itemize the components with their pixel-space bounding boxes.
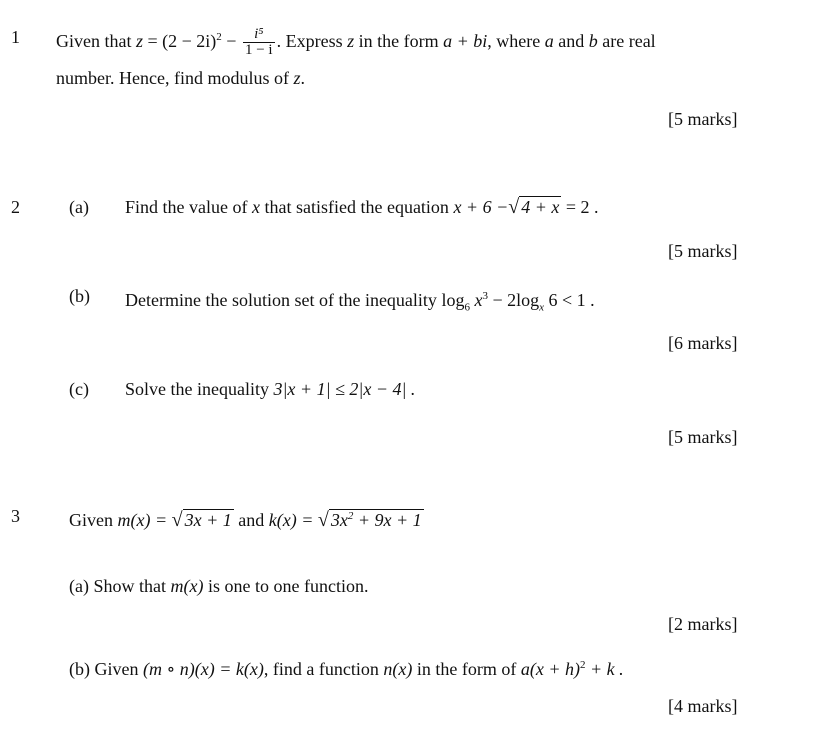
q1-frac-den: 1 − i xyxy=(244,42,273,59)
q3-and: and xyxy=(238,510,265,530)
q2b-mid: − 2log xyxy=(487,290,540,310)
q2a-label: (a) xyxy=(69,197,89,217)
sqrt-icon: √ xyxy=(508,196,520,218)
question-3-number: 3 xyxy=(11,506,20,526)
q1-line2-end: . xyxy=(300,68,305,88)
q2b-marks: [6 marks] xyxy=(668,333,738,353)
q3b-mid-2: in the form of xyxy=(416,659,517,679)
q1-var-b: b xyxy=(588,31,598,51)
q1-form-abi: a + bi xyxy=(443,31,488,51)
question-1-line-2 xyxy=(56,67,305,89)
q2c-label: (c) xyxy=(69,379,89,399)
q3b-math: (m ∘ n)(x) = k(x) xyxy=(142,659,264,679)
question-2-number: 2 xyxy=(11,197,20,217)
q2a-sqrt xyxy=(508,196,561,218)
q2b-x-exp: 3 xyxy=(482,290,488,302)
sqrt-icon: √ xyxy=(171,509,183,531)
q3b-mid: , find a function xyxy=(263,659,379,679)
q3-k-lhs: k(x) = xyxy=(268,510,314,530)
q2b-lead: Determine the solution set of the inequality xyxy=(125,290,437,310)
q2a-eq-lead: x + 6 − xyxy=(453,197,509,217)
q3-k-sqrt-arg xyxy=(329,509,424,530)
q2b-text xyxy=(125,285,595,319)
q3-m-sqrt-arg: 3x + 1 xyxy=(184,510,232,530)
q1-expr: = (2 − 2i) xyxy=(143,31,217,51)
q2c-lead: Solve the inequality xyxy=(125,379,269,399)
q1-var-z: z xyxy=(135,31,143,51)
q1-frac-num: i⁵ xyxy=(243,27,275,43)
q1-line2-text: number. Hence, find modulus of xyxy=(56,68,289,88)
sqrt-icon: √ xyxy=(317,509,329,531)
question-1-number: 1 xyxy=(11,27,20,47)
q3a-text xyxy=(69,575,368,597)
q3-lead: Given xyxy=(69,510,113,530)
q3b-form-tail: + k . xyxy=(585,659,624,679)
q3-k-sqrt-term: 3x xyxy=(330,510,348,530)
q3a-math: m(x) xyxy=(170,576,204,596)
q1-marks: [5 marks] xyxy=(668,109,738,129)
q2c-ineq: 3|x + 1| ≤ 2|x − 4| . xyxy=(273,379,416,399)
q2a-eq-tail: = 2 . xyxy=(561,197,599,217)
q1-fraction xyxy=(243,27,275,58)
q2b-var-x: x xyxy=(474,290,483,310)
q2b-tail: 6 < 1 . xyxy=(544,290,595,310)
q2c-marks: [5 marks] xyxy=(668,427,738,447)
q3-k-sqrt-tail: + 9x + 1 xyxy=(353,510,422,530)
q2a-lead: Find the value of xyxy=(125,197,248,217)
q2b-log2-base: x xyxy=(539,301,544,314)
q3b-text xyxy=(69,654,624,680)
question-1-line-1 xyxy=(56,26,656,58)
q3b-form-exp: 2 xyxy=(579,659,586,671)
q1-var-z-3: z xyxy=(293,68,301,88)
q2a-sqrt-arg: 4 + x xyxy=(521,197,560,217)
q3-k-sqrt-exp: 2 xyxy=(347,510,354,522)
q1-minus: − xyxy=(221,31,241,51)
q1-where: , where xyxy=(487,31,541,51)
q1-mid-text: . Express xyxy=(276,31,343,51)
q2a-text xyxy=(125,196,599,218)
q3-m-sqrt xyxy=(172,509,234,531)
q2a-marks: [5 marks] xyxy=(668,241,738,261)
q2b-log1-base: 6 xyxy=(464,301,470,314)
q1-exp-2: 2 xyxy=(216,31,222,43)
q3b-math-2: n(x) xyxy=(383,659,413,679)
q3-m-lhs: m(x) = xyxy=(117,510,168,530)
q3a-marks: [2 marks] xyxy=(668,614,738,634)
q1-end: are real xyxy=(602,31,656,51)
q2c-text xyxy=(125,378,415,400)
q3b-form: a(x + h) xyxy=(520,659,580,679)
q3a-lead: (a) Show that xyxy=(69,576,166,596)
q1-mid-text-2: in the form xyxy=(358,31,439,51)
q2a-lead-2: that satisfied the equation xyxy=(264,197,449,217)
q3b-lead: (b) Given xyxy=(69,659,139,679)
q1-and: and xyxy=(558,31,585,51)
q1-var-a: a xyxy=(544,31,554,51)
q3a-tail: is one to one function. xyxy=(207,576,369,596)
q2a-var-x: x xyxy=(251,197,260,217)
q1-lead-text: Given that xyxy=(56,31,132,51)
q3-definitions xyxy=(69,505,424,531)
q3-k-sqrt xyxy=(318,505,424,531)
q2b-label: (b) xyxy=(69,286,90,306)
q3b-marks: [4 marks] xyxy=(668,696,738,716)
q2b-log1: log xyxy=(441,290,465,310)
q1-var-z-2: z xyxy=(347,31,355,51)
